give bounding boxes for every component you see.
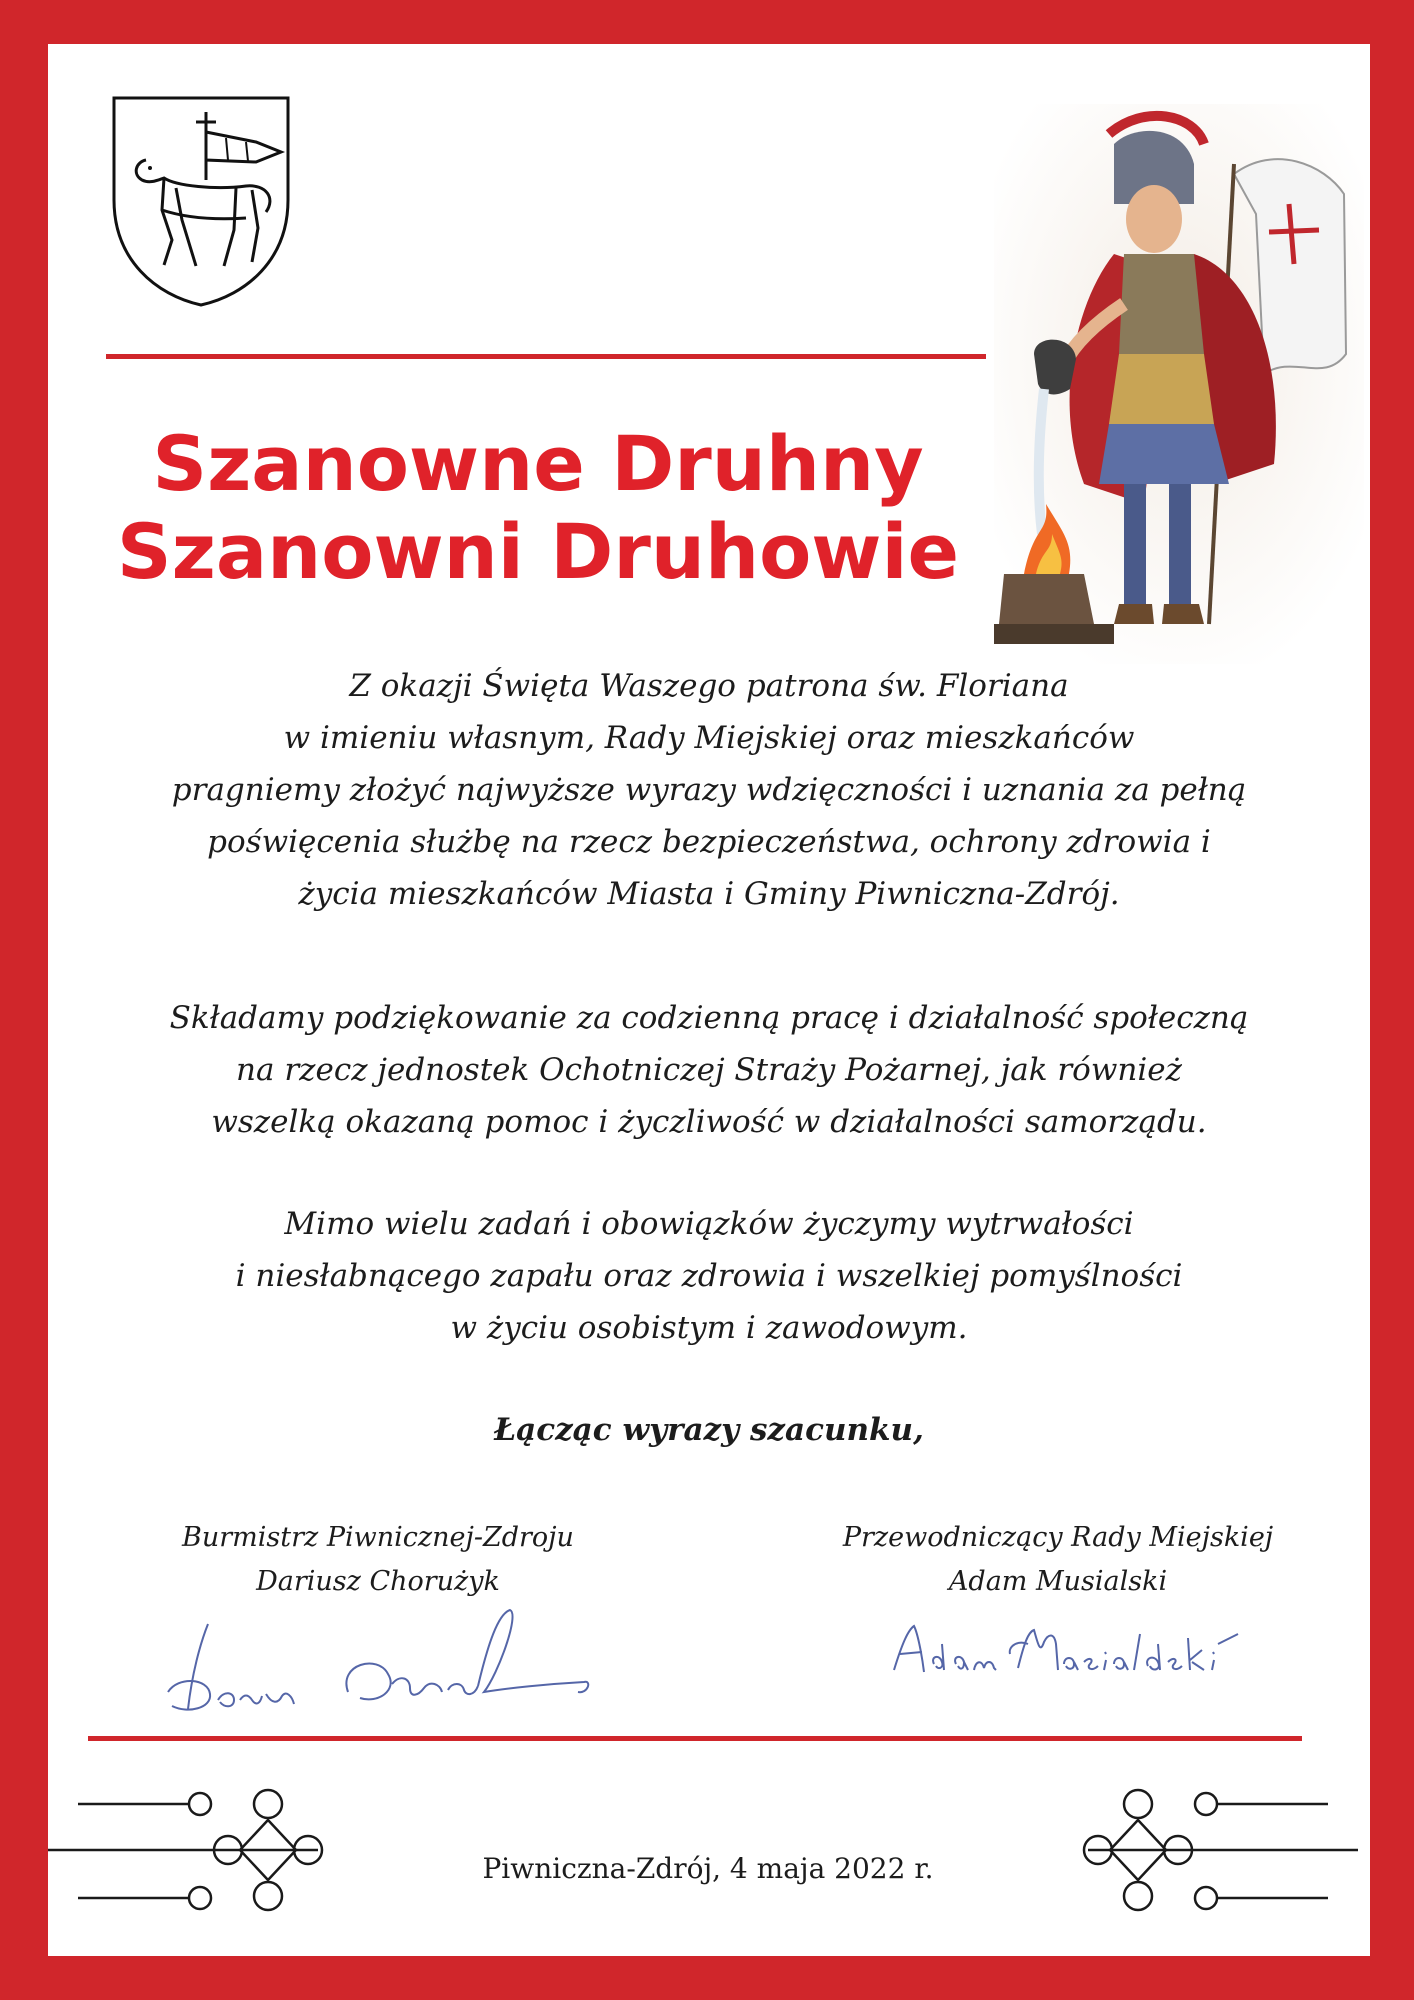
title-line-1: Szanowne Druhny (152, 419, 924, 508)
paragraph-line: Z okazji Święta Waszego patrona św. Floriana (349, 668, 1069, 704)
title-line-2: Szanowni Druhowie (116, 507, 960, 596)
closing-text: Łącząc wyrazy szacunku, (494, 1412, 924, 1448)
knot-ornament-right-icon (978, 1774, 1378, 1924)
paragraph-line: wszelką okazaną pomoc i życzliwość w działalności samorządu. (211, 1104, 1207, 1140)
paragraph-line: Składamy podziękowanie za codzienną pracę i działalność społeczną (169, 1000, 1249, 1036)
paragraph-line: pragniemy złożyć najwyższe wyrazy wdzięczności i uznania za pełną (171, 772, 1247, 808)
bottom-divider (88, 1736, 1302, 1741)
paragraph-3 (78, 1198, 1340, 1354)
signature-left-image (148, 1604, 608, 1724)
saint-florian-illustration (994, 104, 1364, 664)
place-date: Piwniczna-Zdrój, 4 maja 2022 r. (482, 1852, 934, 1885)
top-divider (106, 354, 986, 359)
signatory-right-role: Przewodniczący Rady Miejskiej (842, 1522, 1274, 1553)
paragraph-line: życia mieszkańców Miasta i Gminy Piwniczna-Zdrój. (298, 876, 1120, 912)
knot-ornament-left-icon (38, 1774, 438, 1924)
letter-card (48, 44, 1370, 1956)
paragraph-line: i niesłabnącego zapału oraz zdrowia i wszelkiej pomyślności (235, 1258, 1183, 1294)
paragraph-line: w imieniu własnym, Rady Miejskiej oraz mieszkańców (283, 720, 1135, 756)
paragraph-1 (78, 660, 1340, 920)
signatory-right (778, 1516, 1338, 1604)
paragraph-line: poświęcenia służbę na rzecz bezpieczeństwa, ochrony zdrowia i (207, 824, 1211, 860)
signatory-left-name: Dariusz Chorużyk (256, 1566, 500, 1597)
closing-line (78, 1404, 1340, 1456)
paragraph-line: Mimo wielu zadań i obowiązków życzymy wytrwałości (284, 1206, 1134, 1242)
paragraph-2 (78, 992, 1340, 1148)
greeting-title (88, 420, 988, 596)
paragraph-line: na rzecz jednostek Ochotniczej Straży Pożarnej, jak również (236, 1052, 1182, 1088)
signatory-right-name: Adam Musialski (948, 1566, 1168, 1597)
signature-right-image (878, 1604, 1318, 1694)
lamb-with-banner-crest-icon (106, 90, 296, 310)
signatory-left (98, 1516, 658, 1604)
paragraph-line: w życiu osobistym i zawodowym. (450, 1310, 968, 1346)
signatory-left-role: Burmistrz Piwnicznej-Zdroju (182, 1522, 574, 1553)
